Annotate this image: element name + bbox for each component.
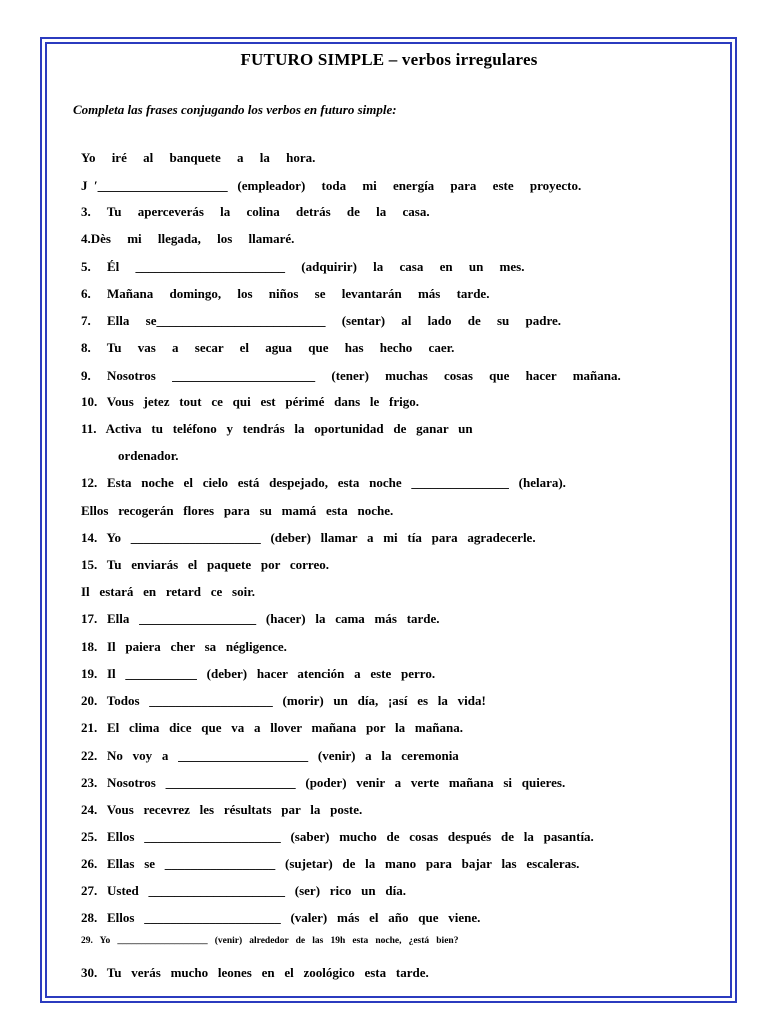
exercise-line-11: 11. Activa tu teléfono y tendrás la oportunidad de ganar un: [81, 421, 473, 436]
exercise-line-30: 30. Tu verás mucho leones en el zoológico esta tarde.: [81, 965, 429, 980]
exercise-line-11-continued: ordenador.: [118, 448, 179, 463]
exercise-line-20: 20. Todos ___________________ (morir) un día, ¡así es la vida!: [81, 693, 486, 708]
exercise-line-28: 28. Ellos _____________________ (valer) más el año que viene.: [81, 910, 481, 925]
exercise-line-25: 25. Ellos _____________________ (saber) mucho de cosas después de la pasantía.: [81, 829, 594, 844]
exercise-line-8: 8. Tu vas a secar el agua que has hecho caer.: [81, 340, 455, 355]
exercise-line-24: 24. Vous recevrez les résultats par la poste.: [81, 802, 363, 817]
exercise-line-13: Ellos recogerán flores para su mamá esta noche.: [81, 503, 394, 518]
exercise-line-29: 29. Yo ___________________ (venir) alrededor de las 19h esta noche, ¿está bien?: [81, 936, 459, 946]
exercise-line-16: Il estará en retard ce soir.: [81, 584, 256, 599]
exercise-line-21: 21. El clima dice que va a llover mañana por la mañana.: [81, 720, 463, 735]
exercise-line-22: 22. No voy a ____________________ (venir) a la ceremonia: [81, 748, 459, 763]
exercise-line-4: 4.Dès mi llegada, los llamaré.: [81, 231, 295, 246]
exercise-line-17: 17. Ella __________________ (hacer) la cama más tarde.: [81, 611, 440, 626]
exercise-line-2: J ʹ____________________ (empleador) toda mi energía para este proyecto.: [81, 178, 582, 193]
exercise-line-1: Yo iré al banquete a la hora.: [81, 150, 316, 165]
exercise-line-26: 26. Ellas se _________________ (sujetar) de la mano para bajar las escaleras.: [81, 856, 580, 871]
exercise-line-5: 5. Él _______________________ (adquirir) la casa en un mes.: [81, 259, 525, 274]
exercise-line-15: 15. Tu enviarás el paquete por correo.: [81, 557, 329, 572]
exercise-line-3: 3. Tu aperceverás la colina detrás de la casa.: [81, 204, 430, 219]
exercise-line-7: 7. Ella se__________________________ (sentar) al lado de su padre.: [81, 313, 562, 328]
exercise-line-19: 19. Il ___________ (deber) hacer atención a este perro.: [81, 666, 436, 681]
exercise-line-9: 9. Nosotros ______________________ (tener) muchas cosas que hacer mañana.: [81, 368, 621, 383]
exercise-line-10: 10. Vous jetez tout ce qui est périmé dans le frigo.: [81, 394, 419, 409]
exercise-line-14: 14. Yo ____________________ (deber) llamar a mi tía para agradecerle.: [81, 530, 536, 545]
worksheet-instruction: Completa las frases conjugando los verbos en futuro simple:: [73, 102, 397, 117]
exercise-line-27: 27. Usted _____________________ (ser) rico un día.: [81, 883, 406, 898]
exercise-line-23: 23. Nosotros ____________________ (poder) venir a verte mañana si quieres.: [81, 775, 566, 790]
exercise-line-6: 6. Mañana domingo, los niños se levantarán más tarde.: [81, 286, 490, 301]
exercise-line-12: 12. Esta noche el cielo está despejado, esta noche _______________ (helara).: [81, 475, 566, 490]
worksheet-title: FUTURO SIMPLE – verbos irregulares: [240, 50, 538, 69]
exercise-line-18: 18. Il paiera cher sa négligence.: [81, 639, 287, 654]
